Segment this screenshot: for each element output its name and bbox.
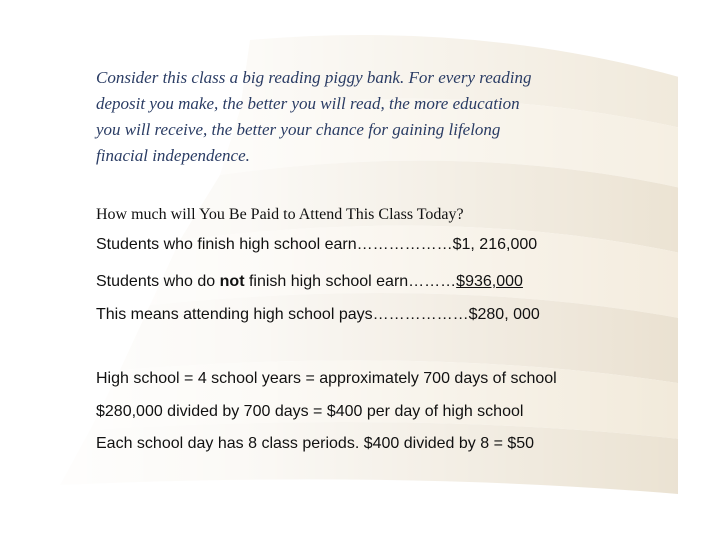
earnings-notfinish-bold: not (219, 273, 245, 290)
calc-line-1: High school = 4 school years = approximately 700 days of school (96, 370, 557, 387)
calc-line-3: Each school day has 8 class periods. $400 divided by 8 = $50 (96, 435, 535, 452)
earnings-difference-label: This means attending high school pays……………… (96, 306, 469, 323)
calc-line-2: $280,000 divided by 700 days = $400 per day of high school (96, 403, 524, 420)
earnings-finish-value: $1, 216,000 (452, 236, 538, 253)
earnings-notfinish-post: finish high school earn……… (244, 273, 457, 290)
earnings-finish-label: Students who finish high school earn……………… (96, 236, 453, 253)
intro-line-4: finacial independence. (96, 146, 250, 165)
earnings-difference-line (96, 306, 540, 324)
earnings-notfinish-value: $936,000 (456, 273, 523, 290)
intro-line-2: deposit you make, the better you will read, the more education (96, 94, 520, 113)
intro-line-3: you will receive, the better your chance for gaining lifelong (96, 120, 501, 139)
earnings-difference-value: $280, 000 (468, 306, 540, 323)
intro-paragraph (96, 65, 636, 169)
earnings-notfinish-pre: Students who do (96, 273, 220, 290)
earnings-finish-line (96, 236, 537, 254)
earnings-notfinish-line (96, 273, 523, 291)
intro-line-1: Consider this class a big reading piggy bank. For every reading (96, 68, 532, 87)
section-heading: How much will You Be Paid to Attend This Class Today? (96, 206, 464, 223)
